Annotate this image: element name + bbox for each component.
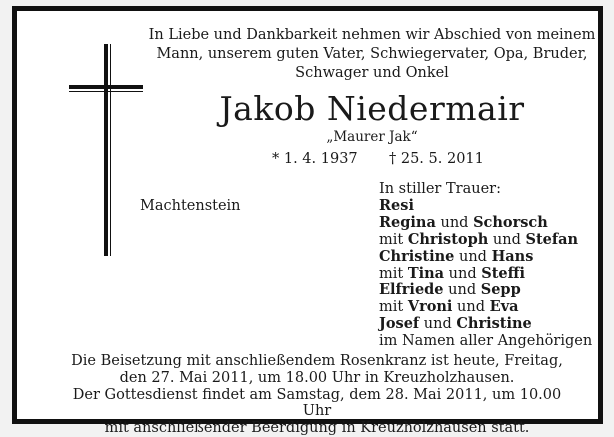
mourner-connector: und <box>435 214 474 231</box>
funeral-info-line: den 27. Mai 2011, um 18.00 Uhr in Kreuzholzhausen. <box>119 369 515 386</box>
mourner-line <box>379 215 592 232</box>
deceased-name: Jakob Niedermair <box>219 89 525 128</box>
mourner-name: Stefan <box>525 230 579 248</box>
mourner-connector: und <box>419 316 457 333</box>
mourner-line <box>379 299 592 316</box>
mourner-name: Elfriede <box>379 281 444 299</box>
mourner-name: Resi <box>379 196 414 214</box>
mourner-name: Christoph <box>407 230 489 248</box>
mourner-connector: und <box>452 299 490 316</box>
obituary-card <box>12 6 603 437</box>
mourner-name: Schorsch <box>473 213 548 231</box>
mourner-name: Hans <box>491 247 534 265</box>
cross-icon <box>104 44 108 256</box>
mourner-name: Christine <box>379 247 455 265</box>
mourners-list <box>379 181 592 350</box>
mourner-connector: und <box>443 282 481 299</box>
birth-date: * 1. 4. 1937 <box>272 151 358 167</box>
intro-text <box>137 26 607 83</box>
mourner-connector: mit <box>379 231 408 248</box>
mourner-connector: im Namen aller Angehörigen <box>379 333 593 350</box>
intro-line: Mann, unserem guten Vater, Schwiegervater, Opa, Bruder, <box>156 46 588 62</box>
mourner-name: Steffi <box>481 264 526 282</box>
mourner-line <box>379 333 592 350</box>
mourner-name: Christine <box>456 315 532 333</box>
mourner-line <box>379 232 592 249</box>
mourner-name: Josef <box>379 315 420 333</box>
mourner-name: Regina <box>379 213 436 231</box>
mourner-connector: und <box>488 231 526 248</box>
mourners-heading: In stiller Trauer: <box>379 181 501 197</box>
mourner-name: Eva <box>489 298 519 316</box>
funeral-info-line: Der Gottesdienst findet am Samstag, dem 28. Mai 2011, um 10.00 Uhr <box>72 386 562 420</box>
deceased-nickname: „Maurer Jak“ <box>326 129 418 145</box>
mourner-line <box>379 316 592 333</box>
cross-icon-crossbar <box>69 85 143 89</box>
mourner-connector: und <box>444 265 482 282</box>
mourner-name: Vroni <box>407 298 453 316</box>
place-name: Machtenstein <box>140 198 241 214</box>
mourner-connector: und <box>454 248 492 265</box>
mourner-connector: mit <box>379 265 408 282</box>
mourner-line <box>379 266 592 283</box>
mourner-line <box>379 249 592 266</box>
mourner-name: Tina <box>407 264 445 282</box>
mourner-connector: mit <box>379 299 408 316</box>
funeral-info-line: mit anschließender Beerdigung in Kreuzholzhausen statt. <box>104 420 530 437</box>
death-date: † 25. 5. 2011 <box>389 151 484 167</box>
funeral-info <box>57 353 577 437</box>
mourner-name: Sepp <box>480 281 521 299</box>
funeral-info-line: Die Beisetzung mit anschließendem Rosenkranz ist heute, Freitag, <box>71 353 563 369</box>
mourner-line <box>379 198 592 215</box>
mourner-line <box>379 282 592 299</box>
intro-line: In Liebe und Dankbarkeit nehmen wir Abschied von meinem <box>148 27 596 43</box>
intro-line: Schwager und Onkel <box>295 65 449 81</box>
